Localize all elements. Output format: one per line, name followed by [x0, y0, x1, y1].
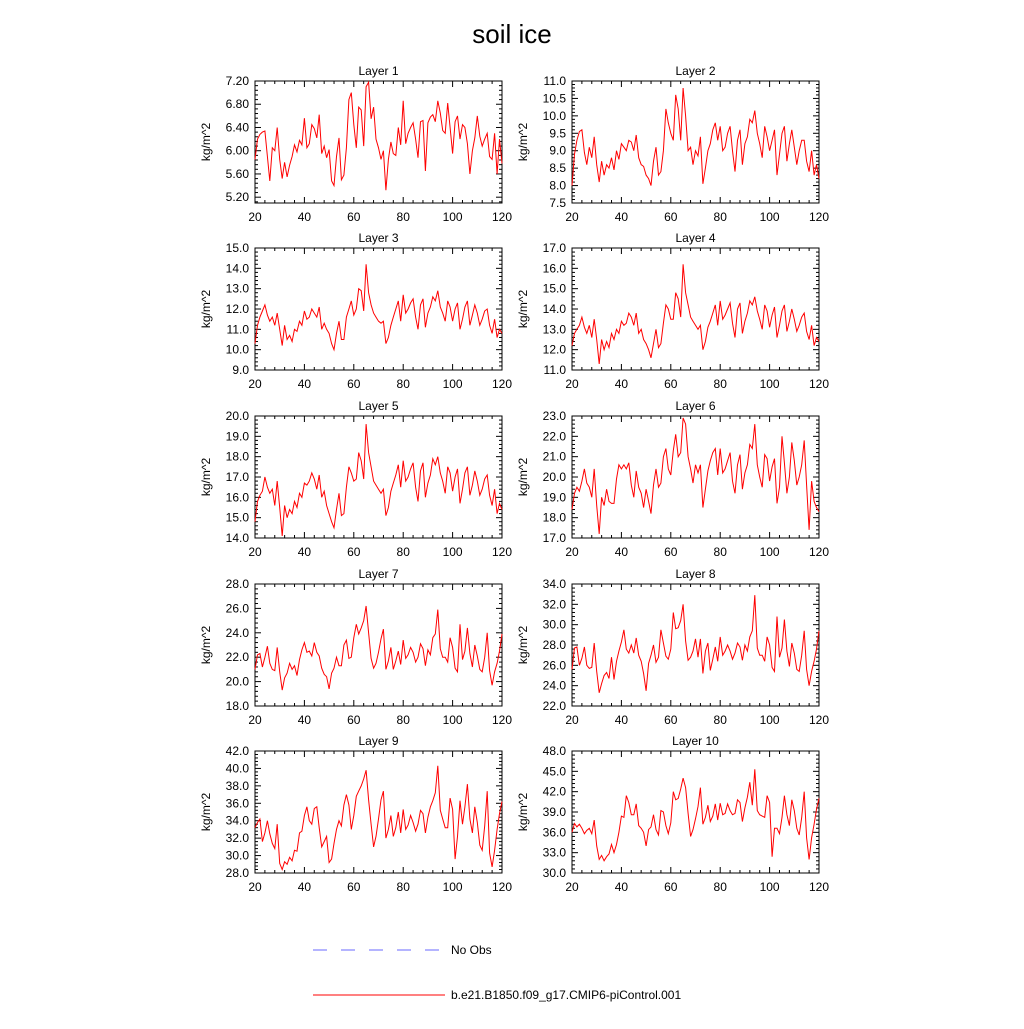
x-tick-label: 40 [297, 377, 312, 391]
x-tick-label: 20 [565, 210, 579, 224]
y-tick-label: 7.5 [549, 196, 566, 210]
panel-layer-3 [199, 231, 512, 391]
x-tick-label: 60 [347, 545, 361, 559]
y-tick-label: 23.0 [542, 409, 566, 423]
y-tick-label: 19.0 [225, 429, 249, 444]
y-tick-label: 39.0 [542, 805, 566, 819]
x-tick-label: 120 [808, 880, 830, 894]
y-tick-label: 11.0 [543, 74, 566, 88]
y-tick-label: 11.0 [543, 363, 566, 377]
y-axis-label: kg/m^2 [199, 122, 213, 162]
x-tick-label: 120 [808, 713, 830, 727]
y-tick-label: 42.0 [225, 744, 249, 758]
y-tick-label: 5.60 [225, 166, 249, 181]
y-tick-label: 12.0 [542, 342, 566, 357]
x-tick-label: 120 [808, 210, 830, 224]
series-line-layer-5 [255, 424, 502, 536]
x-tick-label: 100 [442, 377, 463, 391]
x-tick-label: 80 [713, 377, 727, 391]
x-tick-label: 80 [713, 545, 727, 559]
x-tick-label: 100 [759, 210, 780, 224]
panel-layer-7 [199, 567, 512, 727]
x-tick-label: 60 [347, 377, 361, 391]
x-tick-label: 40 [614, 713, 629, 727]
x-tick-label: 120 [491, 545, 513, 559]
y-tick-label: 10.5 [542, 91, 566, 106]
y-tick-label: 26.0 [225, 601, 249, 616]
y-axis-label: kg/m^2 [199, 289, 213, 329]
series-line-layer-10 [572, 769, 819, 861]
y-tick-label: 36.0 [542, 825, 566, 840]
plot-frame [572, 81, 819, 203]
panel-title: Layer 1 [358, 64, 399, 78]
y-tick-label: 28.0 [542, 638, 566, 652]
figure-title: soil ice [472, 19, 552, 49]
y-tick-label: 22.0 [542, 429, 566, 444]
y-tick-label: 15.0 [542, 281, 566, 296]
x-tick-label: 20 [248, 545, 262, 559]
x-tick-label: 20 [248, 377, 262, 391]
y-tick-label: 19.0 [542, 490, 566, 505]
legend-label-model: b.e21.B1850.f09_g17.CMIP6-piControl.001 [451, 988, 682, 1002]
y-tick-label: 18.0 [225, 449, 249, 464]
x-tick-label: 60 [347, 210, 361, 224]
x-tick-label: 80 [713, 880, 727, 894]
y-axis-label: kg/m^2 [516, 625, 530, 665]
x-tick-label: 80 [396, 545, 410, 559]
panel-layer-5 [199, 399, 512, 559]
y-tick-label: 22.0 [225, 650, 249, 665]
panel-layer-8 [516, 567, 829, 727]
x-tick-label: 120 [491, 377, 513, 391]
x-tick-label: 40 [614, 377, 629, 391]
y-tick-label: 17.0 [225, 470, 249, 484]
plot-frame [255, 416, 502, 538]
x-tick-label: 120 [491, 210, 513, 224]
y-tick-label: 16.0 [225, 490, 249, 505]
y-tick-label: 22.0 [542, 699, 566, 713]
y-tick-label: 10.0 [542, 108, 566, 123]
x-tick-label: 80 [396, 880, 410, 894]
x-tick-label: 20 [248, 713, 262, 727]
series-line-layer-2 [572, 88, 819, 186]
plot-frame [255, 751, 502, 873]
y-tick-label: 13.0 [542, 322, 566, 337]
y-tick-label: 33.0 [542, 845, 566, 860]
x-tick-label: 60 [664, 210, 678, 224]
y-tick-label: 20.0 [542, 470, 566, 484]
x-tick-label: 20 [565, 713, 579, 727]
y-tick-label: 18.0 [542, 510, 566, 525]
panel-layer-9 [199, 734, 512, 894]
x-tick-label: 60 [664, 713, 678, 727]
y-tick-label: 9.0 [232, 363, 249, 377]
x-tick-label: 20 [248, 210, 262, 224]
y-tick-label: 45.0 [542, 764, 566, 779]
panel-layer-1 [199, 64, 512, 224]
y-tick-label: 28.0 [225, 577, 249, 591]
x-tick-label: 100 [759, 545, 780, 559]
x-tick-label: 40 [297, 880, 312, 894]
y-tick-label: 14.0 [542, 302, 566, 316]
x-tick-label: 80 [713, 210, 727, 224]
y-tick-label: 26.0 [542, 658, 566, 673]
y-tick-label: 8.0 [549, 178, 566, 193]
y-axis-label: kg/m^2 [516, 792, 530, 832]
x-tick-label: 80 [713, 713, 727, 727]
y-tick-label: 8.5 [549, 161, 566, 176]
x-tick-label: 120 [491, 880, 513, 894]
y-tick-label: 21.0 [542, 449, 566, 464]
y-tick-label: 9.0 [549, 143, 566, 158]
y-tick-label: 34.0 [542, 577, 566, 591]
y-tick-label: 42.0 [542, 784, 566, 799]
y-tick-label: 6.40 [225, 120, 249, 135]
y-tick-label: 24.0 [542, 678, 566, 693]
x-tick-label: 80 [396, 713, 410, 727]
x-tick-label: 40 [614, 880, 629, 894]
y-tick-label: 15.0 [225, 510, 249, 525]
y-tick-label: 11.0 [226, 322, 249, 337]
series-line-layer-4 [572, 264, 819, 364]
y-tick-label: 30.0 [542, 617, 566, 632]
y-tick-label: 13.0 [225, 281, 249, 296]
plot-frame [255, 584, 502, 706]
y-axis-label: kg/m^2 [516, 122, 530, 162]
panel-title: Layer 10 [672, 734, 719, 748]
x-tick-label: 20 [565, 545, 579, 559]
legend-label-no-obs: No Obs [451, 943, 492, 957]
y-tick-label: 20.0 [225, 674, 249, 689]
x-tick-label: 40 [297, 713, 312, 727]
y-tick-label: 17.0 [542, 241, 566, 255]
panel-title: Layer 6 [675, 399, 716, 413]
y-tick-label: 30.0 [542, 866, 566, 880]
plot-frame [572, 416, 819, 538]
y-tick-label: 18.0 [225, 699, 249, 713]
y-tick-label: 48.0 [542, 744, 566, 758]
y-tick-label: 7.20 [225, 74, 249, 88]
x-tick-label: 60 [347, 713, 361, 727]
y-tick-label: 6.80 [225, 97, 249, 112]
y-tick-label: 14.0 [225, 531, 249, 545]
x-tick-label: 40 [614, 545, 629, 559]
panel-title: Layer 8 [675, 567, 716, 581]
panel-title: Layer 4 [675, 231, 716, 245]
x-tick-label: 60 [664, 880, 678, 894]
x-tick-label: 100 [442, 713, 463, 727]
y-tick-label: 9.5 [549, 126, 566, 141]
y-tick-label: 24.0 [225, 625, 249, 640]
y-tick-label: 34.0 [225, 813, 249, 828]
x-tick-label: 120 [808, 545, 830, 559]
series-line-layer-7 [255, 606, 502, 690]
x-tick-label: 100 [759, 377, 780, 391]
y-axis-label: kg/m^2 [516, 289, 530, 329]
y-tick-label: 14.0 [225, 261, 249, 276]
x-tick-label: 100 [759, 880, 780, 894]
y-tick-label: 40.0 [225, 761, 249, 776]
series-line-layer-8 [572, 595, 819, 693]
y-tick-label: 38.0 [225, 778, 249, 793]
x-tick-label: 100 [442, 880, 463, 894]
x-tick-label: 80 [396, 210, 410, 224]
panel-title: Layer 5 [358, 399, 399, 413]
x-tick-label: 100 [442, 210, 463, 224]
series-line-layer-6 [572, 418, 819, 534]
panel-title: Layer 3 [358, 231, 399, 245]
y-tick-label: 32.0 [542, 597, 566, 612]
y-tick-label: 12.0 [225, 302, 249, 316]
x-tick-label: 120 [491, 713, 513, 727]
y-tick-label: 15.0 [225, 241, 249, 255]
x-tick-label: 20 [565, 880, 579, 894]
y-tick-label: 10.0 [225, 342, 249, 357]
series-line-layer-9 [255, 766, 502, 870]
plot-frame [572, 751, 819, 873]
series-line-layer-1 [255, 82, 502, 190]
y-tick-label: 36.0 [225, 796, 249, 811]
y-axis-label: kg/m^2 [199, 457, 213, 497]
series-line-layer-3 [255, 264, 502, 349]
panels [199, 64, 829, 894]
panel-layer-10 [516, 734, 829, 894]
y-axis-label: kg/m^2 [516, 457, 530, 497]
x-tick-label: 20 [565, 377, 579, 391]
x-tick-label: 100 [442, 545, 463, 559]
x-tick-label: 60 [664, 377, 678, 391]
x-tick-label: 40 [297, 545, 312, 559]
y-tick-label: 17.0 [542, 531, 566, 545]
panel-layer-4 [516, 231, 829, 391]
x-tick-label: 80 [396, 377, 410, 391]
y-axis-label: kg/m^2 [199, 625, 213, 665]
plot-frame [572, 248, 819, 370]
x-tick-label: 60 [664, 545, 678, 559]
panel-title: Layer 9 [358, 734, 399, 748]
x-tick-label: 60 [347, 880, 361, 894]
x-tick-label: 40 [297, 210, 312, 224]
x-tick-label: 120 [808, 377, 830, 391]
y-tick-label: 5.20 [225, 190, 249, 205]
x-tick-label: 100 [759, 713, 780, 727]
y-tick-label: 30.0 [225, 848, 249, 863]
y-tick-label: 16.0 [542, 261, 566, 276]
panel-layer-2 [516, 64, 829, 224]
x-tick-label: 20 [248, 880, 262, 894]
plot-frame [255, 81, 502, 203]
panel-layer-6 [516, 399, 829, 559]
y-tick-label: 6.00 [225, 143, 249, 158]
x-tick-label: 40 [614, 210, 629, 224]
panel-title: Layer 7 [358, 567, 399, 581]
y-tick-label: 20.0 [225, 409, 249, 423]
panel-title: Layer 2 [675, 64, 716, 78]
y-tick-label: 32.0 [225, 831, 249, 846]
y-axis-label: kg/m^2 [199, 792, 213, 832]
y-tick-label: 28.0 [225, 866, 249, 880]
legend [313, 943, 681, 1002]
